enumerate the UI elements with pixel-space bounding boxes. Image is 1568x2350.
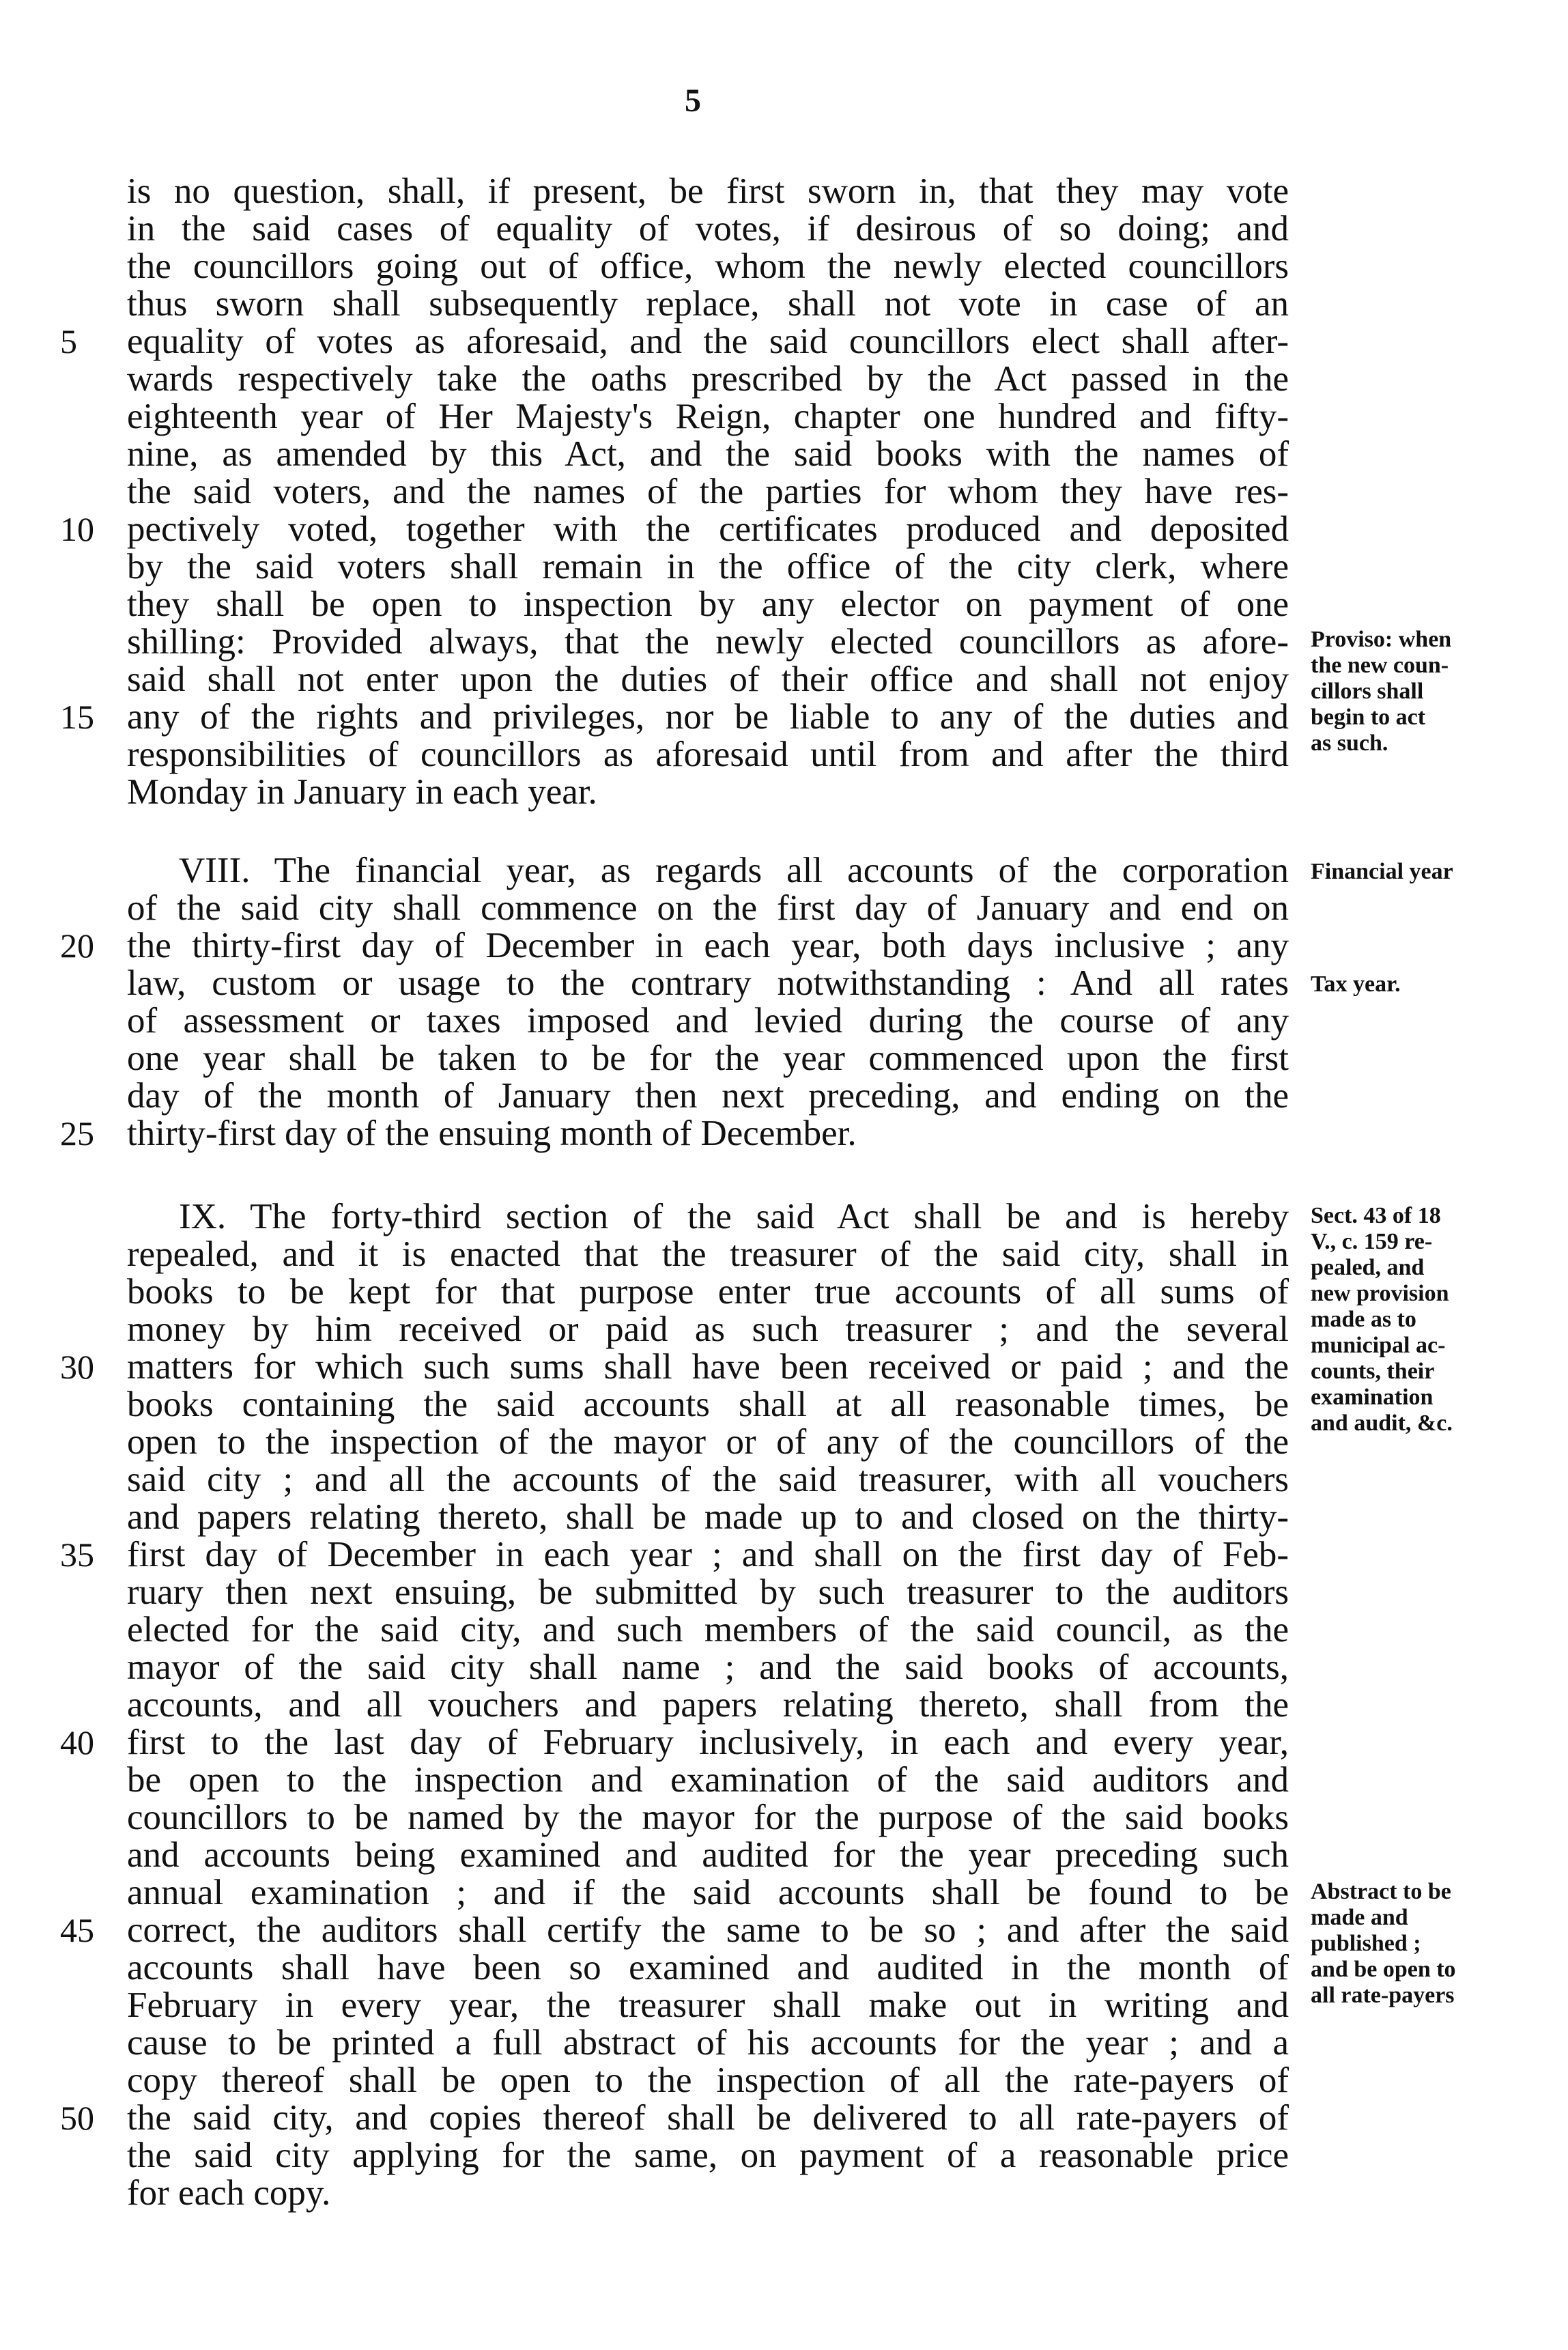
text-line: books to be kept for that purpose enter true accounts of all sums of [127, 1272, 1289, 1312]
text-line: ruary then next ensuing, be submitted by such treasurer to the auditors [127, 1572, 1289, 1612]
text-line: said city ; and all the accounts of the said treasurer, with all vouchers [127, 1460, 1289, 1499]
text-line: and accounts being examined and audited for the year preceding such [127, 1835, 1289, 1875]
line-number: 15 [60, 698, 94, 736]
text-line: the thirty-first day of December in each year, both days inclusive ; any [127, 926, 1289, 965]
text-line: cause to be printed a full abstract of his accounts for the year ; and a [127, 2023, 1289, 2063]
line-number: 20 [60, 926, 94, 965]
margin-note-line: Financial year [1311, 859, 1453, 884]
margin-note-sect-43 [1311, 1203, 1556, 1436]
line-number: 25 [60, 1114, 94, 1152]
text-line: mayor of the said city shall name ; and the said books of accounts, [127, 1647, 1289, 1687]
text-line: is no question, shall, if present, be first sworn in, that they may vote [127, 171, 1289, 211]
margin-note-line: new provision [1311, 1281, 1449, 1306]
text-line: day of the month of January then next preceding, and ending on the [127, 1076, 1289, 1116]
text-line: open to the inspection of the mayor or of any of the councillors of the [127, 1422, 1289, 1462]
margin-note-line: Tax year. [1311, 972, 1401, 997]
text-line: the said city applying for the same, on payment of a reasonable price [127, 2136, 1289, 2175]
text-line: said shall not enter upon the duties of their office and shall not enjoy [127, 660, 1289, 699]
text-line: be open to the inspection and examination of the said auditors and [127, 1760, 1289, 1800]
text-line: annual examination ; and if the said accounts shall be found to be [127, 1873, 1289, 1912]
text-line: Monday in January in each year. [127, 772, 597, 812]
text-line: by the said voters shall remain in the office of the city clerk, where [127, 547, 1289, 586]
text-line: of assessment or taxes imposed and levied during the course of any [127, 1001, 1289, 1040]
margin-note-line: cillors shall [1311, 679, 1424, 704]
text-line: they shall be open to inspection by any elector on payment of one [127, 584, 1289, 624]
text-line: the said city, and copies thereof shall be delivered to all rate-payers of [127, 2098, 1289, 2138]
margin-note-line: pealed, and [1311, 1255, 1425, 1280]
text-line: for each copy. [127, 2173, 331, 2213]
text-line: first day of December in each year ; and shall on the first day of Feb- [127, 1535, 1289, 1574]
margin-note-line: and be open to [1311, 1957, 1456, 1982]
margin-note-line: the new coun- [1311, 653, 1449, 678]
margin-note-abstract [1311, 1879, 1556, 2009]
margin-note-line: V., c. 159 re- [1311, 1229, 1433, 1254]
text-line: thus sworn shall subsequently replace, shall not vote in case of an [127, 284, 1289, 324]
margin-note-proviso [1311, 627, 1556, 756]
page-number: 5 [685, 83, 701, 119]
text-line: in the said cases of equality of votes, if desirous of so doing; and [127, 209, 1289, 249]
line-number: 5 [60, 322, 77, 360]
line-number: 35 [60, 1535, 94, 1574]
margin-note-tax-year [1311, 972, 1556, 997]
line-number: 10 [60, 510, 94, 548]
text-line: nine, as amended by this Act, and the said books with the names of [127, 434, 1289, 474]
text-line: repealed, and it is enacted that the treasurer of the said city, shall in [127, 1234, 1289, 1274]
margin-note-line: begin to act [1311, 705, 1426, 730]
text-line: thirty-first day of the ensuing month of December. [127, 1114, 857, 1153]
text-line: money by him received or paid as such treasurer ; and the several [127, 1310, 1289, 1349]
text-line: VIII. The financial year, as regards all accounts of the corporation [179, 851, 1289, 890]
margin-note-line: as such. [1311, 731, 1388, 756]
text-line: IX. The forty-third section of the said Act shall be and is hereby [179, 1197, 1289, 1236]
line-number: 30 [60, 1348, 94, 1386]
text-line: accounts, and all vouchers and papers relating thereto, shall from the [127, 1685, 1289, 1725]
margin-note-line: Proviso: when [1311, 627, 1452, 652]
margin-note-line: and audit, &c. [1311, 1411, 1453, 1436]
margin-note-line: counts, their [1311, 1359, 1435, 1384]
text-line: shilling: Provided always, that the newly elected councillors as afore- [127, 622, 1289, 662]
line-number: 50 [60, 2099, 94, 2137]
text-line: correct, the auditors shall certify the same to be so ; and after the said [127, 1910, 1289, 1950]
text-line: the councillors going out of office, whom the newly elected councillors [127, 246, 1289, 286]
text-line: the said voters, and the names of the parties for whom they have res- [127, 472, 1289, 511]
text-line: of the said city shall commence on the first day of January and end on [127, 888, 1289, 928]
text-line: law, custom or usage to the contrary notwithstanding : And all rates [127, 963, 1289, 1003]
text-line: first to the last day of February inclusively, in each and every year, [127, 1723, 1289, 1762]
line-number: 40 [60, 1723, 94, 1761]
text-line: copy thereof shall be open to the inspection of all the rate-payers of [127, 2061, 1289, 2100]
text-line: equality of votes as aforesaid, and the said councillors elect shall after- [127, 322, 1289, 361]
margin-note-line: made and [1311, 1905, 1408, 1930]
margin-note-line: Sect. 43 of 18 [1311, 1203, 1441, 1228]
text-line: elected for the said city, and such members of the said council, as the [127, 1610, 1289, 1650]
text-line: eighteenth year of Her Majesty's Reign, chapter one hundred and fifty- [127, 397, 1289, 436]
text-line: matters for which such sums shall have been received or paid ; and the [127, 1347, 1289, 1387]
line-number: 45 [60, 1911, 94, 1949]
text-line: February in every year, the treasurer shall make out in writing and [127, 1985, 1289, 2025]
margin-note-line: made as to [1311, 1307, 1416, 1332]
margin-note-line: examination [1311, 1385, 1434, 1410]
text-line: accounts shall have been so examined and audited in the month of [127, 1948, 1289, 1987]
text-line: one year shall be taken to be for the year commenced upon the first [127, 1038, 1289, 1078]
text-line: any of the rights and privileges, nor be liable to any of the duties and [127, 697, 1289, 737]
text-line: pectively voted, together with the certificates produced and deposited [127, 509, 1289, 549]
text-line: books containing the said accounts shall at all reasonable times, be [127, 1385, 1289, 1424]
margin-note-line: published ; [1311, 1931, 1421, 1956]
text-line: and papers relating thereto, shall be made up to and closed on the thirty- [127, 1497, 1289, 1537]
text-line: responsibilities of councillors as aforesaid until from and after the third [127, 735, 1289, 774]
margin-note-line: Abstract to be [1311, 1879, 1451, 1904]
margin-note-line: municipal ac- [1311, 1333, 1446, 1358]
text-line: councillors to be named by the mayor for the purpose of the said books [127, 1798, 1289, 1837]
text-line: wards respectively take the oaths prescribed by the Act passed in the [127, 359, 1289, 399]
margin-note-financial-year [1311, 859, 1556, 885]
margin-note-line: all rate-payers [1311, 1983, 1455, 2008]
